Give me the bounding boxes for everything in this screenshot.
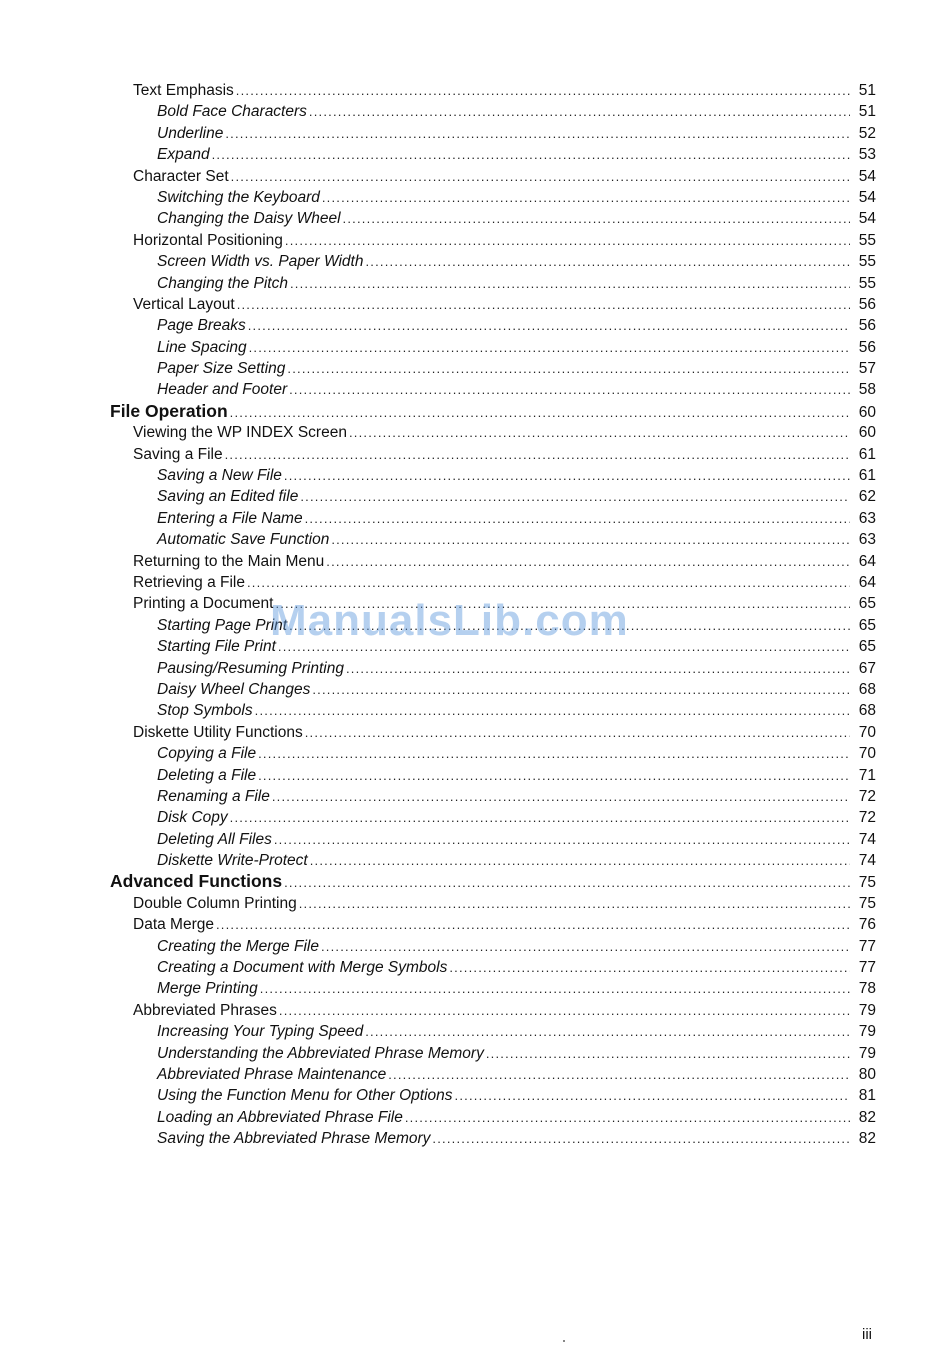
toc-entry-page: 60: [858, 424, 876, 442]
dot-leader: [225, 444, 850, 465]
toc-entry-title: Double Column Printing: [133, 894, 297, 912]
dot-leader: [305, 722, 850, 743]
toc-entry: [0, 786, 950, 807]
toc-entry-title: Diskette Write-Protect: [157, 852, 308, 870]
toc-entry-title: Entering a File Name: [157, 509, 303, 527]
toc-entry: [0, 529, 950, 550]
toc-entry-title: Increasing Your Typing Speed: [157, 1023, 364, 1041]
toc-entry-title: Advanced Functions: [110, 871, 283, 892]
toc-entry-title: Deleting All Files: [157, 830, 272, 848]
dot-leader: [299, 893, 850, 914]
dot-leader: [321, 936, 850, 957]
toc-entry-title: Abbreviated Phrases: [133, 1001, 277, 1019]
toc-entry-page: 75: [858, 874, 876, 892]
toc-entry-title: Retrieving a File: [133, 573, 245, 591]
toc-entry: [0, 379, 950, 400]
toc-entry-page: 56: [858, 295, 876, 313]
toc-entry-title: Viewing the WP INDEX Screen: [133, 424, 347, 442]
toc-entry-page: 82: [858, 1130, 876, 1148]
toc-entry: [0, 743, 950, 764]
toc-entry: [0, 936, 950, 957]
toc-entry-title: Changing the Pitch: [157, 274, 288, 292]
toc-entry-title: Text Emphasis: [133, 82, 234, 99]
dot-leader: [272, 786, 850, 807]
dot-leader: [237, 294, 850, 315]
toc-entry-title: Horizontal Positioning: [133, 231, 283, 249]
dot-leader: [248, 315, 850, 336]
toc-entry: [0, 829, 950, 850]
toc-entry-page: 76: [858, 916, 876, 934]
toc-entry: [0, 1128, 950, 1149]
toc-entry-title: Line Spacing: [157, 338, 247, 356]
toc-entry-title: Starting Page Print: [157, 616, 288, 634]
dot-leader: [309, 101, 850, 122]
toc-entry: [0, 850, 950, 871]
toc-entry-title: Deleting a File: [157, 766, 257, 784]
toc-entry-page: 61: [858, 445, 876, 463]
toc-entry-page: 79: [858, 1001, 876, 1019]
toc-entry: [0, 273, 950, 294]
toc-entry: [0, 251, 950, 272]
toc-entry-page: 68: [858, 702, 876, 720]
toc-entry: [0, 1107, 950, 1128]
toc-entry-page: 75: [858, 894, 876, 912]
toc-entry: [0, 144, 950, 165]
toc-entry-page: 65: [858, 616, 876, 634]
toc-entry-title: Printing a Document: [133, 595, 274, 613]
toc-entry-title: Page Breaks: [157, 317, 246, 335]
toc-entry-page: 65: [858, 638, 876, 656]
toc-entry-page: 71: [858, 766, 876, 784]
toc-entry-title: Using the Function Menu for Other Options: [157, 1087, 453, 1105]
dot-leader: [365, 1021, 850, 1042]
toc-entry-page: 80: [858, 1065, 876, 1083]
toc-entry: [0, 486, 950, 507]
toc-entry: [0, 551, 950, 572]
toc-section-heading: [0, 401, 950, 422]
toc-entry-page: 64: [858, 552, 876, 570]
toc-entry-page: 55: [858, 253, 876, 271]
dot-leader: [432, 1128, 850, 1149]
toc-entry-page: 54: [858, 167, 876, 185]
dot-leader: [287, 358, 850, 379]
toc-entry: [0, 80, 950, 101]
toc-entry: [0, 465, 950, 486]
toc-entry-title: Switching the Keyboard: [157, 188, 320, 206]
dot-leader: [326, 551, 850, 572]
toc-entry-title: Saving a File: [133, 445, 223, 463]
toc-entry-page: 68: [858, 680, 876, 698]
toc-entry-page: 74: [858, 852, 876, 870]
toc-entry-title: Copying a File: [157, 745, 257, 763]
dot-leader: [212, 144, 850, 165]
toc-entry: [0, 807, 950, 828]
toc-entry: [0, 1085, 950, 1106]
toc-entry: [0, 187, 950, 208]
dot-leader: [388, 1064, 850, 1085]
toc-entry-title: Disk Copy: [157, 809, 228, 827]
toc-entry-page: 61: [858, 467, 876, 485]
toc-entry-page: 53: [858, 146, 876, 164]
toc-entry-title: Stop Symbols: [157, 702, 253, 720]
toc-entry: [0, 722, 950, 743]
dot-leader: [230, 402, 850, 423]
watermark: ManualsLib.com: [270, 596, 629, 645]
toc-entry-page: 72: [858, 787, 876, 805]
toc-entry-title: Underline: [157, 124, 224, 142]
dot-leader: [284, 872, 850, 893]
toc-entry: [0, 123, 950, 144]
toc-entry-page: 70: [858, 723, 876, 741]
toc-entry-title: Abbreviated Phrase Maintenance: [157, 1065, 387, 1083]
dot-leader: [305, 508, 850, 529]
toc-entry: [0, 230, 950, 251]
dot-leader: [300, 486, 850, 507]
dot-leader: [365, 251, 850, 272]
dot-leader: [346, 658, 850, 679]
toc-entry-page: 63: [858, 509, 876, 527]
toc-entry-page: 55: [858, 231, 876, 249]
dot-leader: [249, 337, 850, 358]
toc-entry: [0, 893, 950, 914]
toc-entry: [0, 1021, 950, 1042]
toc-entry-title: Screen Width vs. Paper Width: [157, 253, 364, 271]
toc-entry-page: 65: [858, 595, 876, 613]
toc-entry: [0, 166, 950, 187]
toc-entry-page: 51: [858, 82, 876, 99]
toc-entry-title: Renaming a File: [157, 787, 270, 805]
toc-entry-page: 62: [858, 488, 876, 506]
dot-leader: [343, 208, 850, 229]
dot-leader: [225, 123, 850, 144]
toc-entry-title: Starting File Print: [157, 638, 276, 656]
toc-entry-title: Saving the Abbreviated Phrase Memory: [157, 1130, 431, 1148]
toc-entry: [0, 765, 950, 786]
toc-entry-title: Data Merge: [133, 916, 214, 934]
toc-entry: [0, 444, 950, 465]
dot-leader: [331, 529, 850, 550]
toc-entry-page: 52: [858, 124, 876, 142]
toc-entry-title: Loading an Abbreviated Phrase File: [157, 1108, 403, 1126]
toc-entry-page: 82: [858, 1108, 876, 1126]
toc-entry-page: 54: [858, 210, 876, 228]
dot-leader: [230, 807, 850, 828]
toc-entry: [0, 658, 950, 679]
toc-entry: [0, 1064, 950, 1085]
toc-entry: [0, 572, 950, 593]
dot-leader: [449, 957, 850, 978]
toc-entry-title: Character Set: [133, 167, 229, 185]
toc-entry-title: Pausing/Resuming Printing: [157, 659, 344, 677]
toc-entry-page: 79: [858, 1023, 876, 1041]
toc-entry-title: Returning to the Main Menu: [133, 552, 325, 570]
toc-entry: [0, 700, 950, 721]
toc-entry-page: 51: [858, 103, 876, 121]
scan-speck: [563, 1340, 565, 1342]
toc-entry-title: Vertical Layout: [133, 295, 235, 313]
toc-entry-page: 70: [858, 745, 876, 763]
dot-leader: [349, 422, 850, 443]
toc-entry-title: Changing the Daisy Wheel: [157, 210, 341, 228]
toc-entry-title: Daisy Wheel Changes: [157, 680, 311, 698]
toc-entry-page: 58: [858, 381, 876, 399]
toc-entry-page: 64: [858, 573, 876, 591]
page-number: iii: [862, 1326, 872, 1343]
dot-leader: [260, 978, 850, 999]
toc-entry-page: 77: [858, 937, 876, 955]
toc-entry-title: Understanding the Abbreviated Phrase Memory: [157, 1044, 484, 1062]
toc-entry: [0, 101, 950, 122]
dot-leader: [258, 765, 850, 786]
toc-entry-page: 55: [858, 274, 876, 292]
toc-entry-title: File Operation: [110, 400, 228, 421]
toc-entry-title: Creating the Merge File: [157, 937, 319, 955]
dot-leader: [455, 1085, 850, 1106]
toc-entry-title: Expand: [157, 146, 210, 164]
dot-leader: [322, 187, 850, 208]
dot-leader: [285, 230, 850, 251]
toc-entry-page: 56: [858, 317, 876, 335]
toc-entry: [0, 957, 950, 978]
toc-entry: [0, 337, 950, 358]
toc-section-heading: [0, 871, 950, 892]
toc-entry-page: 57: [858, 360, 876, 378]
toc-entry-page: 81: [858, 1087, 876, 1105]
dot-leader: [405, 1107, 850, 1128]
dot-leader: [289, 379, 850, 400]
dot-leader: [236, 80, 850, 101]
toc-entry-title: Merge Printing: [157, 980, 258, 998]
dot-leader: [231, 166, 850, 187]
toc-entry-page: 72: [858, 809, 876, 827]
toc-entry-page: 79: [858, 1044, 876, 1062]
toc-entry-title: Header and Footer: [157, 381, 288, 399]
toc-entry: [0, 1043, 950, 1064]
toc-entry-page: 60: [858, 403, 876, 421]
toc-entry-page: 67: [858, 659, 876, 677]
toc-entry-page: 77: [858, 959, 876, 977]
toc-entry-title: Saving an Edited file: [157, 488, 299, 506]
dot-leader: [255, 700, 850, 721]
dot-leader: [486, 1043, 850, 1064]
dot-leader: [312, 679, 850, 700]
toc-entry: [0, 294, 950, 315]
toc-entry-page: 56: [858, 338, 876, 356]
toc-entry-title: Diskette Utility Functions: [133, 723, 303, 741]
toc-entry: [0, 315, 950, 336]
dot-leader: [258, 743, 850, 764]
dot-leader: [247, 572, 850, 593]
toc-entry-title: Saving a New File: [157, 467, 282, 485]
dot-leader: [310, 850, 850, 871]
toc-entry: [0, 358, 950, 379]
dot-leader: [284, 465, 850, 486]
toc-entry-page: 54: [858, 188, 876, 206]
dot-leader: [290, 273, 850, 294]
toc-entry-title: Bold Face Characters: [157, 103, 307, 121]
dot-leader: [279, 1000, 850, 1021]
toc-entry-title: Paper Size Setting: [157, 360, 286, 378]
toc-entry: [0, 1000, 950, 1021]
toc-entry: [0, 978, 950, 999]
dot-leader: [216, 914, 850, 935]
toc-entry: [0, 422, 950, 443]
toc-entry: [0, 508, 950, 529]
toc-entry: [0, 914, 950, 935]
dot-leader: [274, 829, 850, 850]
toc-entry-title: Creating a Document with Merge Symbols: [157, 959, 448, 977]
toc-entry-title: Automatic Save Function: [157, 531, 330, 549]
toc-entry-page: 63: [858, 531, 876, 549]
toc-entry: [0, 679, 950, 700]
toc-entry: [0, 208, 950, 229]
toc-entry-page: 74: [858, 830, 876, 848]
toc-entry-page: 78: [858, 980, 876, 998]
